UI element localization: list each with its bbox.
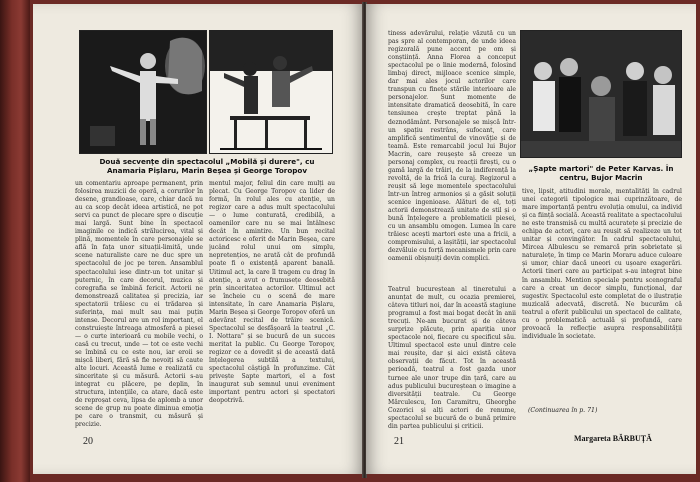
- page-number-21: 21: [394, 436, 404, 447]
- left-page: [33, 4, 363, 474]
- right-photo-caption: „Șapte martori" de Peter Karvas. În centru, Bujor Macrin: [528, 164, 674, 182]
- right-text-column-2: Teatrul bucureștean al tineretului a anunțat de mult, cu ocazia premierei, câteva titluri noi, dar în această stagiune programul a fost mai bogat decât în anii trecuți. Ne-am bucurat și de câteva surprize plăcute, prin apariția unor spectacole noi, fiecare cu specificul său. Ultimul spectacol este unul dintre cele mai reușite, dar și aici există câteva observații de făcut. Tot în această perioadă, teatrul a fost gazda unor turnee ale unor trupe din țară, care au adus publicului bucureștean o imagine a diversității teatrale. Cu George Mărculescu, Ion Caramitru, Gheorghe Cozorici și alți actori de renume, spectacolul se bucură de o bună primire din partea publicului și criticii.: [388, 286, 516, 430]
- right-text-column-3: tive, lipsit, atitudini morale, mentalități în cadrul unei categorii tipologice mai cuprinzătoare, de mare importanță pentru evoluția omului, ca individ și ca ființă socială. Această realitate a spectacolului ne este transmisă cu multă acuratețe și precizie de echipa de actori, care au reușit să realizeze un tot unitar și convingător. În cadrul spectacolului, Mircea Albulescu se remarcă prin sobrietate și naturalețe, în timp ce Marin Moraru aduce culoare și umor, chiar dacă uneori cu ușoare exagerări. Actorii tineri care au participat s-au integrat bine în ansamblu. Mention speciale pentru scenograful care a creat un decor simplu, funcțional, dar sugestiv. Spectacolul este completat de o ilustrație muzicală adecvată, discretă. Ne bucurăm că teatrul a oferit publicului un spectacol de calitate, cu o problematică actuală și profundă, care provoacă la reflecție asupra responsabilității individuale în societate.: [522, 188, 682, 340]
- left-text-column-2: mentul major, feliul din care mulți au plecat. Cu George Toropov ca lider de formă, în rolul ales cu atenție, un regizor care a adus mult spectacolului — o lume conturată, credibilă, a oamenilor care nu se mai întâlnesc decât în amintire. Un bun recital actoricesc e oferit de Marin Beșea, care jucând rolul unui om simplu, nepretențios, ne arată cât de profundă poate fi o existență aparent banală. Uitimul act, la care îl tragem cu drag în atenție, a avut o frumusețe deosebită prin sinceritatea actorilor. Ultimul act se încheie cu o scenă de mare intensitate, în care Anamaria Pișlaru, Marin Beșea și George Toropov oferă un adevărat recital de trăire scenică. Spectacolul se desfășoară la teatrul „C. I. Nottara" și se bucură de un succes meritat la public. Cu George Toropov, regizor ce a dovedit și de această dată înțelegerea subtilă a textului, spectacolul câștigă în profunzime. Cât privește Sapte martori, el a fost inaugurat sub semnul unui eveniment important pentru actori și spectatori deopotrivă.: [209, 180, 335, 405]
- photo-sapte-martori: [520, 30, 682, 158]
- photo-mobila-scene-2: [209, 30, 333, 154]
- photo-scene-1-drawing: [80, 31, 206, 153]
- photo-scene-2-drawing: [210, 31, 332, 153]
- right-text-column-1: tiness adevărului, relație văzută cu un pas spre al contemporan, de unde ideea regizorală pune accent pe om și conștiință. Anna Florea a conceput spectacolul pe o linie modernă, folosind limbaj direct, mijloace scenice simple, dar mai ales jocul actorilor care transpun cu finețe stările interioare ale personajelor. Sunt momente de intensitate dramatică deosebită, în care tensiunea crește treptat până la deznodământ. Personajele se mișcă într-un spațiu restrâns, sufocant, care amplifică sentimentul de vinovăție și de teamă. Este remarcabil jocul lui Bujor Macrin, care reușește să creeze un personaj complex, cu reacții firești, cu o gamă largă de trăiri, de la indiferență la revoltă, de la frică la curaj. Regizorul a reușit să lege momentele spectacolului într-un întreg armonios și a găsit soluții scenice ingenioase. Alături de el, toți actorii demonstrează unitate de stil și o bună înțelegere a problematicii piesei, cu un ansamblu omogen. Lumea în care trăiesc acești martori este una a fricii, a compromisului, a lașității, iar spectacolul dezvăluie cu forță mecanismele prin care oamenii obișnuiți devin complici.: [388, 30, 516, 263]
- photo-mobila-scene-1: [79, 30, 207, 154]
- right-page: [366, 4, 696, 474]
- author-signature: Margareta BĂRBUȚĂ: [574, 434, 652, 443]
- continuation-note: (Continuarea în p. 71): [528, 407, 598, 414]
- photo-martori-drawing: [521, 31, 681, 157]
- left-text-column-1: un comentariu aproape permanent, prin folosirea muzicii de operă, a corurilor în desene, grandioase, care, chiar dacă nu au ca scop decât ideea artistică, ne pot servi ca punct de plecare spre o discuție mai largă. Sunt bine în spectacol imaginile ce indică strălucirea, vital și plină, momentele în care personajele se află în fața unor situații-limită, unde scene naturaliste care ne duc spre un spectacolul de joc pe teren. Ansamblul spectacolului iese dintr-un tot unitar și puternic, în care decorul, muzica și coregrafia se îmbină fericit. Actorii ne demonstrează calitatea și precizia, iar spectatorii trăiesc cu ei trădarea și suferința, mai mult sau mai puțin intense. Decorul are un rol important, el construiește întreaga atmosferă a piesei — o curte interioară cu mobile vechi, o casă cu trecut, unde — tot ce este vechi se îmbină cu ce este nou, iar eroii se mișcă liberi, fără să fie nevoiți să caute alte locuri. Această lume e realizată cu sinceritate și cu măsură. Actorii s-au integrat cu plăcere, pe deplin, în structura, intenţiile, ca atare, dacă este de reproșat ceva, lipsa de aplomb a unor scene de grup nu poate diminua emoția pe care o transmit, cu măsură și precizie.: [75, 180, 203, 429]
- page-number-20: 20: [83, 436, 93, 447]
- left-photo-caption: Două secvențe din spectacolul „Mobilă și durere", cu Anamaria Pișlaru, Marin Beșea și George Toropov: [99, 157, 315, 175]
- binder-edge: [0, 0, 30, 482]
